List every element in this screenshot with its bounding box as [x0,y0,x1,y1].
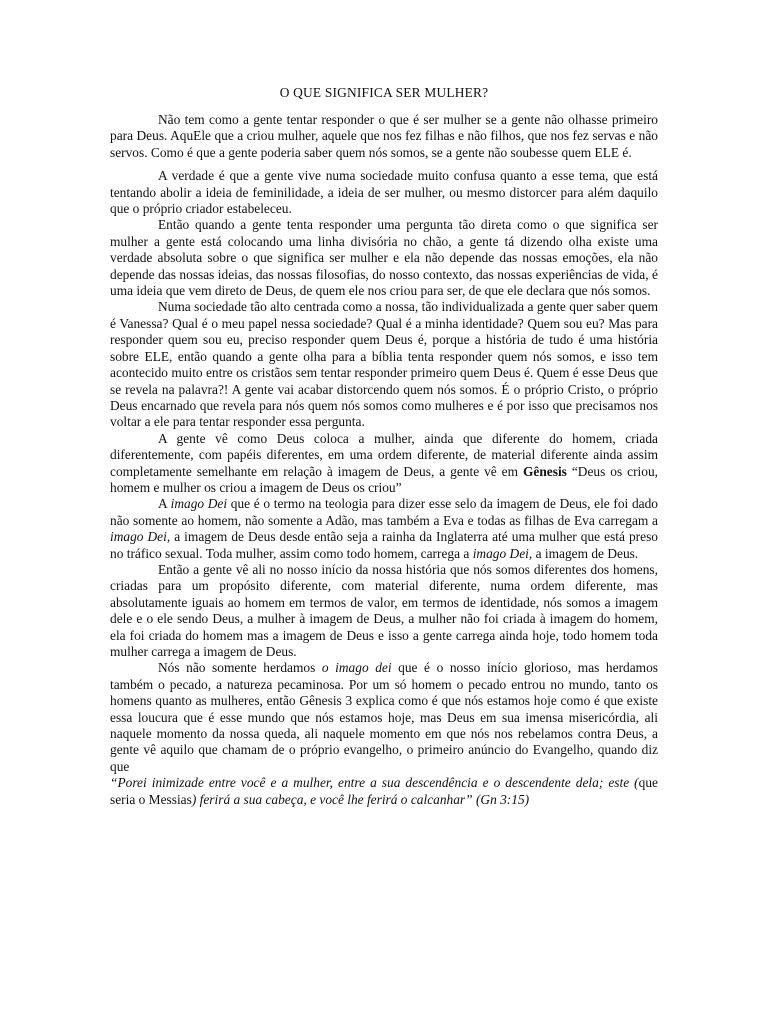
genesis-quote: “Deus os criou, homem e mulher os criou a imagem de Deus os criou” [110,463,658,495]
paragraph-6-text-d: , a imagem de Deus. [528,545,639,561]
imago-dei-term-4: o imago dei [321,660,392,676]
scripture-quote [110,775,658,808]
paragraph-6-text-b: que é o termo na teologia para dizer esse selo da imagem de Deus, ele foi dado não somente ao homem, não somente a Adão, mas também a Eva e todas as filhas de Eva carregam a [110,496,658,528]
paragraph-8 [110,660,658,775]
paragraph-4: Numa sociedade tão alto centrada como a nossa, tão individualizada a gente quer saber quem é Vanessa? Qual é o meu papel nessa sociedade? Qual é a minha identidade? Quem sou eu? Mas para responder quem sou eu, preciso responder quem Deus é, porque a história de tudo é uma história sobre ELE, então quando a gente olha para a bíblia tenta responder quem nós somos, e isso tem acontecido muito entre os cristãos sem tentar responder primeiro quem Deus é. Quem é esse Deus que se revela na palavra?! A gente vai acabar distorcendo quem nós somos. É o próprio Cristo, o próprio Deus encarnado que revela para nós quem nós somos como mulheres e é por isso que precisamos nos voltar a ele para tentar responder essa pergunta. [110,299,658,430]
paragraph-6-text-a: A [158,496,171,512]
paragraph-5-text-a: A gente vê como Deus coloca a mulher, ainda que diferente do homem, criada diferentemente, com papéis diferentes, em uma ordem diferente, de material diferente ainda assim completamente semelhante em relação à imagem de Deus, a gente vê em [110,430,658,479]
scripture-quote-note: que seria o Messias [110,775,658,807]
paragraph-2: A verdade é que a gente vive numa sociedade muito confusa quanto a esse tema, que está tentando abolir a ideia de feminilidade, a ideia de ser mulher, ou mesmo distorcer para além daquilo que o próprio criador estabeleceu. [110,168,658,217]
imago-dei-term-3: imago Dei [472,545,529,561]
document-page [110,84,658,808]
scripture-quote-part-2: ) ferirá a sua cabeça, e você lhe ferirá o calcanhar” (Gn 3:15) [191,791,530,807]
paragraph-7: Então a gente vê ali no nosso início da nossa história que nós somos diferentes dos homens, criadas para um propósito diferente, com material diferente, numa ordem diferente, mas absolutamente iguais ao homem em termos de valor, em termos de identidade, nós somos a imagem dele e o ele sendo Deus, a mulher à imagem de Deus, a mulher não foi criada à imagem do homem, ela foi criada do homem mas a imagem de Deus e isso a gente carrega ainda hoje, todo homem toda mulher carrega a imagem de Deus. [110,561,658,659]
paragraph-6 [110,496,658,562]
paragraph-5 [110,431,658,497]
paragraph-6-text-c: , a imagem de Deus desde então seja a rainha da Inglaterra até uma mulher que está preso no tráfico sexual. Toda mulher, assim como todo homem, carrega a [110,529,658,561]
genesis-reference: Gênesis [523,463,567,479]
paragraph-3: Então quando a gente tenta responder uma pergunta tão direta como o que significa ser mulher a gente está colocando uma linha divisória no chão, a gente tá dizendo olha existe uma verdade absoluta sobre o que significa ser mulher e ela não depende das nossas emoções, ela não depende das nossas ideias, das nossas filosofias, do nosso contexto, das nossas experiências de vida, é uma ideia que vem direto de Deus, de quem ele nos criou para ser, de que ele declara que nós somos. [110,217,658,299]
imago-dei-term-1: imago Dei [170,496,228,512]
paragraph-8-text-a: Nós não somente herdamos [158,660,322,676]
document-title: O QUE SIGNIFICA SER MULHER? [279,85,489,100]
paragraph-1: Não tem como a gente tentar responder o que é ser mulher se a gente não olhasse primeiro para Deus. AquEle que a criou mulher, aquele que nos fez filhas e não filhos, que nos fez servas e não servos. Como é que a gente poderia saber quem nós somos, se a gente não soubesse quem ELE é. [110,112,658,160]
paragraph-8-text-b: que é o nosso início glorioso, mas herdamos também o pecado, a natureza pecaminosa. Por um só homem o pecado entrou no mundo, tanto os homens quanto as mulheres, então Gênesis 3 explica como é que nós estamos hoje como é que existe essa loucura que é esse mundo que nós estamos hoje, mas Deus em sua imensa misericórdia, ali naquele momento da nossa queda, ali naquele momento em que nós nos rebelamos contra Deus, a gente vê aquilo que chamam de o próprio evangelho, o primeiro anúncio do Evangelho, quando diz que [110,660,658,774]
imago-dei-term-2: imago Dei [110,529,167,545]
scripture-quote-part-1: “Porei inimizade entre você e a mulher, entre a sua descendência e o descendente dela; este ( [110,775,639,791]
